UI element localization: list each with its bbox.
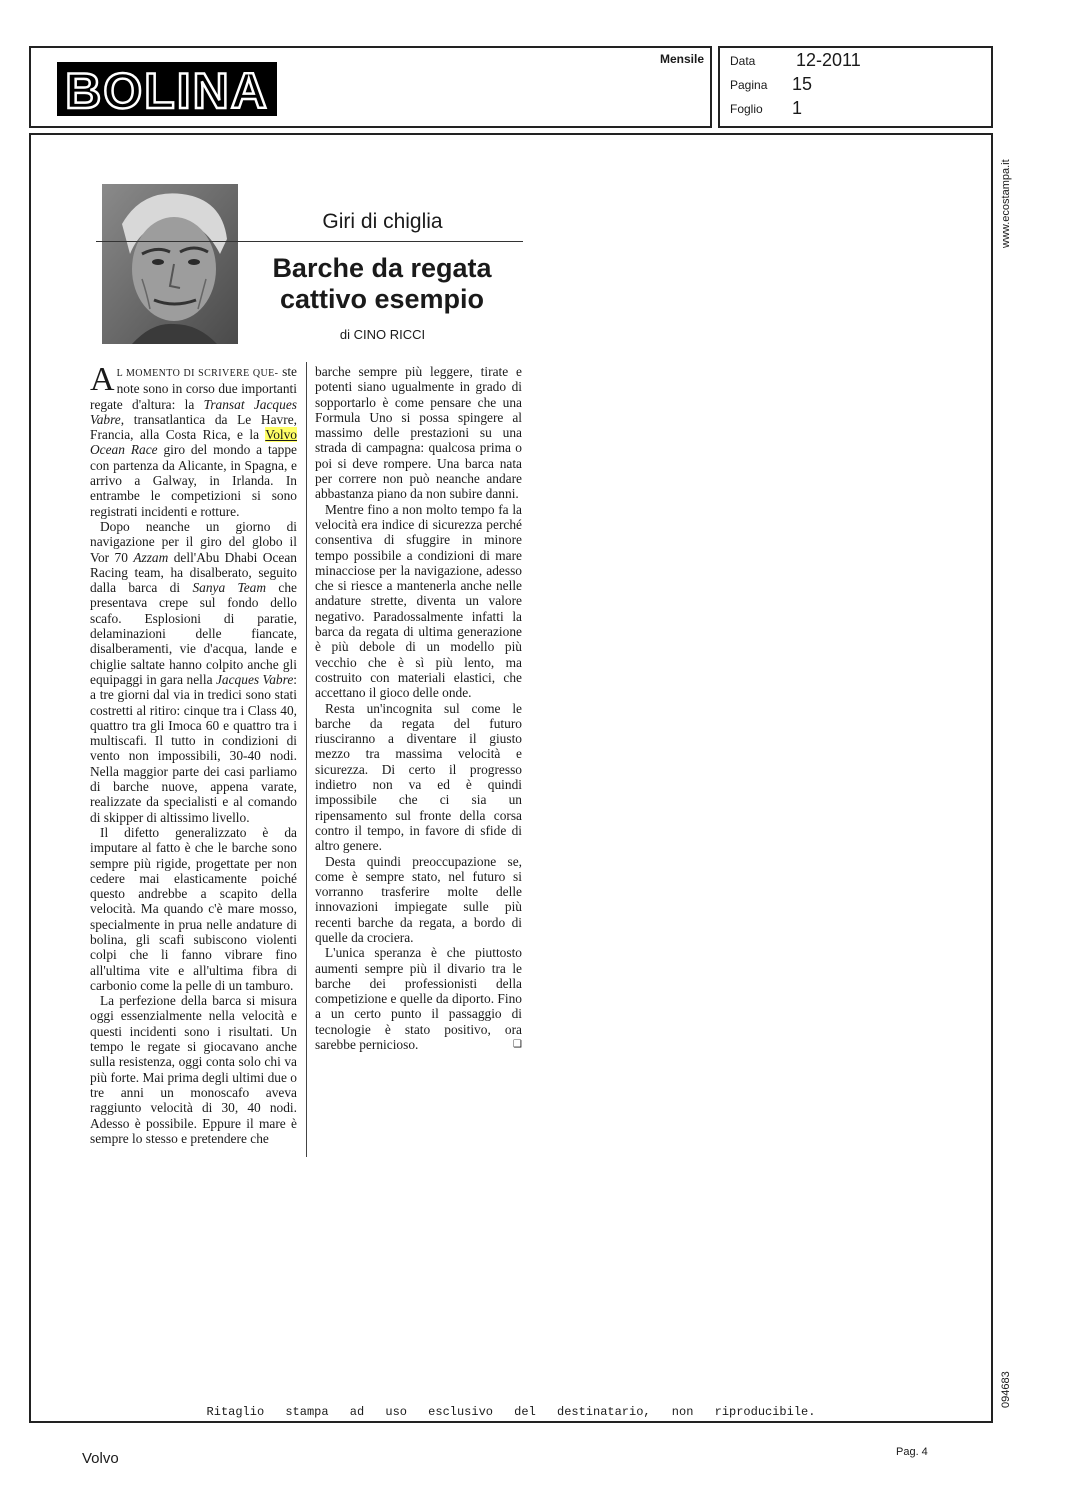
p8-text: L'unica speranza è che piuttosto aumenti sempre più il divario tra le barche dei professionisti della competizione e quelle da diporto. Fino a un certo punto il passaggio di tecnologie è stato positivo, ora sarebbe pernicioso. <box>315 945 522 1053</box>
rubric-title: Giri di chiglia <box>322 210 443 233</box>
side-url <box>1000 148 1014 248</box>
p2-text-c: che presentava crepe sul fondo dello scafo. Esplosioni di paratie, delaminazioni delle fiancate, disalberamenti, vie d'acqua, lande e chiglie saltate hanno colpito anche gli equipaggi in gara nella <box>90 580 297 687</box>
publication-frequency: Mensile <box>659 52 704 66</box>
article-column-left <box>90 361 298 1146</box>
p2-text-b: dell'Abu Dhabi Ocean Racing team, ha disalberato, seguito dalla barca di <box>90 549 298 596</box>
paragraph-3: Il difetto generalizzato è da imputare al fatto è che le barche sono sempre più rigide, progettate per non cedere mai elasticamente poiché questo andrebbe a scapito della velocità. Ma quando c'è mare mosso, specialmente in prua nelle andature di bolina, gli scafi subiscono violenti colpi che li fanno vibrare fino all'ultima vite e all'ultima fibra di carbonio come la pelle di un tamburo. <box>90 824 297 993</box>
paragraph-4: La perfezione della barca si misura oggi essenzialmente nella velocità e questi incidenti sono i risultati. Un tempo le regate si giocavano anche sulla resistenza, oggi conta solo chi va più forte. Mai prima degli ultimi due o tre anni un monoscafo aveva raggiunto velocità di 30, 40 nodi. Adesso è possibile. Eppure il mare è sempre lo stesso e pretendere che <box>90 993 297 1146</box>
paragraph-6: Resta un'incognita sul come le barche da regata del futuro riusciranno a diventare il giusto mezzo tra massima velocità e sicurezza. Di certo il progresso indietro non va ed è quindi impossibile che ci sia un ripensamento sul fronte della corsa contro il tempo, in favore di sfide di altro genere. <box>315 700 522 854</box>
bolina-logo <box>57 62 277 116</box>
author-photo <box>102 184 238 344</box>
side-code-text: 094683 <box>1000 1371 1012 1408</box>
meta-page-label: Pagina <box>730 78 768 92</box>
source-label: Volvo <box>82 1450 119 1467</box>
paragraph-7: Desta quindi preoccupazione se, come è sempre stato, nel futuro si vorranno trasferire molte delle innovazioni impiegate sulle più recenti barche da regata, a bordo di quelle da crociera. <box>315 853 522 945</box>
meta-sheet-value: 1 <box>792 98 803 118</box>
p1-text-b: , transatlantica da Le Havre, Francia, alla Costa Rica, e la <box>90 411 297 443</box>
article-headline <box>242 253 522 315</box>
p2-sanya: Sanya Team <box>192 580 267 596</box>
author-portrait-image <box>102 184 238 344</box>
p1-smallcaps: L MOMENTO DI SCRIVERE QUE- <box>116 368 279 379</box>
meta-date-label: Data <box>730 54 756 68</box>
clipping-disclaimer: Ritaglio stampa ad uso esclusivo del destinatario, non riproducibile. <box>206 1405 816 1419</box>
meta-date-value: 12-2011 <box>796 50 861 70</box>
p1-text-a: ste note sono in corso due importanti regate d'altura: la <box>90 364 297 412</box>
paragraph-5: Mentre fino a non molto tempo fa la velocità era indice di sicurezza perché consentiva di sfuggire in minore tempo possibile a condizioni di mare minacciose per la navigazione, adesso che si riesce a mantenerla anche nelle andature strette, diventa un valore negativo. Paradossalmente infatti la barca da regata di ultima generazione è più debole di un modello più vecchio che è sì più lento, ma costruito con materiali elastici, che accettano il gioco delle onde. <box>315 501 522 701</box>
header-masthead-box <box>29 46 712 128</box>
article-byline: di CINO RICCI <box>339 327 426 342</box>
headline-line-2: cattivo esempio <box>279 284 485 314</box>
paragraph-4-continued: barche sempre più leggere, tirate e potenti siano ugualmente in grado di sopportarlo è come pensare che una Formula Uno si possa spingere al massimo delle prestazioni su una strada di campagna: qualcosa prima o poi si deve rompere. Una barca nata per correre non può neanche andare abbastanza piano da non subire danni. <box>315 364 522 502</box>
headline-line-1: Barche da regata <box>272 253 492 283</box>
meta-sheet-label: Foglio <box>730 102 763 116</box>
logo-text: BOLINA <box>65 63 269 116</box>
p2-text-d: : a tre giorni dal via in tredici sono stati costretti al ritiro: cinque tra i Class 40, quattro tra gli Imoca 60 e quattro tra i multiscafi. Il tutto in condizioni di vento non impossibili, 30-40 nodi. Nella maggior parte dei casi parliamo di barche nuove, appena varate, realizzate da specialisti e al comando di skipper di altissimo livello. <box>90 671 297 825</box>
p2-jacques: Jacques Vabre <box>215 671 294 687</box>
page-number: Pag. 4 <box>896 1446 928 1458</box>
p2-azzam: Azzam <box>133 549 169 565</box>
bolina-logo-graphic <box>57 62 277 116</box>
meta-page-value: 15 <box>792 74 813 94</box>
side-code <box>1000 1368 1014 1408</box>
paragraph-2 <box>90 519 297 825</box>
paragraph-1 <box>90 361 297 519</box>
p1-transat: Transat Jacques Vabre <box>90 396 297 427</box>
side-url-text: www.ecostampa.it <box>1000 159 1012 248</box>
p1-ocean-race: Ocean Race <box>90 442 158 458</box>
header-meta-box <box>718 46 993 128</box>
article-column-right <box>315 364 522 1052</box>
highlight-volvo: Volvo <box>265 427 297 443</box>
p2-text-a: Dopo neanche un giorno di navigazione per il giro del globo il Vor 70 <box>90 518 297 565</box>
rubric-divider <box>96 241 523 242</box>
dropcap: A <box>90 361 115 398</box>
paragraph-8 <box>315 945 522 1052</box>
p1-text-c: giro del mondo a tappe con partenza da Alicante, in Spagna, e arrivo a Galway, in Irlanda. In entrambe le competizioni si sono registrati incidenti e rotture. <box>90 442 297 519</box>
end-mark-icon: ❑ <box>513 1039 522 1051</box>
column-divider <box>306 362 307 1157</box>
